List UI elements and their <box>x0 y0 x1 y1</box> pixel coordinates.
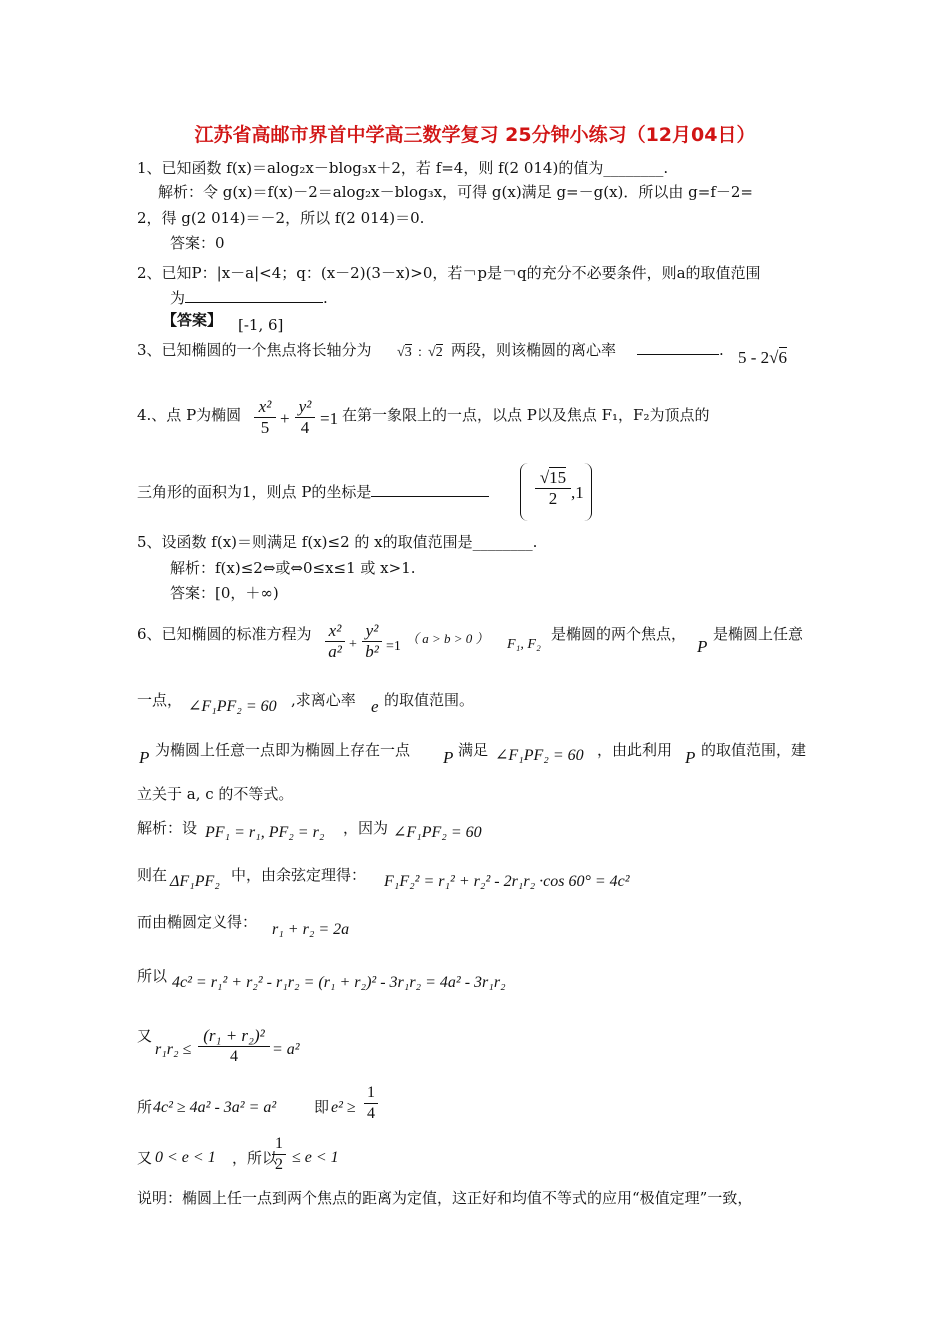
q1-analysis-line2: 2，得 g(2 014)＝－2，所以 f(2 014)＝0. <box>137 209 425 227</box>
q6-also-rhs: = a² <box>272 1041 300 1058</box>
q3-blank <box>637 340 719 355</box>
q4-plus: + <box>280 409 290 428</box>
q6-range-tail: ≤ e < 1 <box>292 1149 339 1166</box>
q1-analysis-line1: 解析：令 g(x)＝f(x)－2＝alog₂x－blog₃x，可得 g(x)满足 g=－g(x)．所以由 g=f－2= <box>158 183 753 201</box>
q6-eq1: =1 <box>386 639 401 654</box>
q6-also-lhs: r₁r₂ ≤ <box>155 1041 192 1058</box>
q4-answer-tail: ,1 <box>571 483 584 502</box>
q6-on-ellipse: 是椭圆上任意 <box>713 625 804 643</box>
q6-cos-b: 中，由余弦定理得： <box>231 866 367 884</box>
q5-answer: 答案：[0，＋∞) <box>170 584 279 602</box>
q6-hint-d: 的取值范围，建 <box>701 741 807 759</box>
q6-line2-c: 的取值范围。 <box>384 691 475 709</box>
q6-range-a: 又 <box>137 1149 153 1167</box>
q6-cos-a: 则在 <box>137 866 168 884</box>
q3-answer: 5 - 2√6 <box>738 348 788 367</box>
q6-sol-set: PF₁ = r₁, PF₂ = r₂ <box>205 824 325 841</box>
q4-stem-b: 在第一象限上的一点，以点 P以及焦点 F₁，F₂为顶点的 <box>342 406 710 424</box>
q6-def-a: 而由椭圆定义得： <box>137 913 258 931</box>
q6-frac-y: y² b² <box>362 621 382 662</box>
q6-hint-angle: ∠F₁PF₂ = 60 <box>495 747 584 764</box>
q4-eq: =1 <box>320 409 339 428</box>
q3-stem-a: 3、已知椭圆的一个焦点将长轴分为 <box>137 341 372 359</box>
q6-range-b: ，所以 <box>232 1149 278 1167</box>
q6-e: e <box>371 697 379 716</box>
q6-cond: （ a > b > 0 ） <box>406 631 489 646</box>
q6-line2-a: 一点， <box>137 691 183 709</box>
q4-answer-frac: √15 2 <box>535 468 571 509</box>
q6-also-frac: (r₁ + r₂)² 4 <box>198 1026 270 1067</box>
q6-hint-c: ，由此利用 <box>597 741 673 759</box>
q6-range-frac: 1 2 <box>272 1134 286 1175</box>
q2-answer-value: [-1, 6] <box>238 316 284 334</box>
q6-ineq-e: e² ≥ <box>331 1099 356 1116</box>
q6-angle: ∠F₁PF₂ = 60 <box>188 698 277 715</box>
q6-range-ineq: 0 < e < 1 <box>155 1149 216 1166</box>
q6-hint-p3: P <box>685 748 696 767</box>
q6-hint-a: 为椭圆上任意一点即为椭圆上存在一点 <box>155 741 411 759</box>
q6-stem-a: 6、已知椭圆的标准方程为 <box>137 625 312 643</box>
q6-so-a: 所以 <box>137 967 168 985</box>
q3-stem-b: 两段，则该椭圆的离心率 <box>451 341 617 359</box>
q6-hint-line2: 立关于 a, c 的不等式。 <box>137 785 294 803</box>
q6-frac-x: x² a² <box>325 621 345 662</box>
q6-sol-angle: ∠F₁PF₂ = 60 <box>393 824 482 841</box>
q6-ineq-b: 即 <box>314 1098 330 1116</box>
q2-stem: 2、已知P：|x－a|<4；q：(x－2)(3－x)>0，若￢p是￢q的充分不必要条件，则a的取值范围 <box>137 264 761 282</box>
q4-blank <box>371 482 489 497</box>
q5-stem: 5、设函数 f(x)＝则满足 f(x)≤2 的 x的取值范围是________. <box>137 533 538 551</box>
q3-colon: : <box>418 345 422 360</box>
page-title: 江苏省高邮市界首中学高三数学复习 25分钟小练习（12月04日） <box>194 124 756 146</box>
q6-line2-b: ,求离心率 <box>291 691 356 709</box>
q6-note: 说明：椭圆上任一点到两个焦点的距离为定值，这正好和均值不等式的应用“极值定理”一致， <box>137 1189 753 1207</box>
q1-stem: 1、已知函数 f(x)＝alog₂x－blog₃x＋2，若 f=4，则 f(2 014)的值为________. <box>137 159 669 177</box>
q6-ineq-frac: 1 4 <box>364 1083 378 1124</box>
q6-cos-tri: ΔF₁PF₂ <box>170 873 220 890</box>
q6-plus: + <box>349 637 357 652</box>
q6-def-eq: r₁ + r₂ = 2a <box>272 921 350 938</box>
q6-cos-eq: F₁F₂² = r₁² + r₂² - 2r₁r₂ ·cos 60° = 4c² <box>384 873 630 890</box>
q1-answer: 答案：0 <box>170 234 225 252</box>
q6-is-foci: 是椭圆的两个焦点， <box>551 625 687 643</box>
q6-ineq-eq: 4c² ≥ 4a² - 3a² = a² <box>153 1099 277 1116</box>
q2-blank <box>185 288 323 303</box>
q5-analysis: 解析：f(x)≤2⇔或⇔0≤x≤1 或 x>1. <box>170 559 416 577</box>
q6-foci: F₁, F₂ <box>507 637 541 652</box>
q4-line2: 三角形的面积为1，则点 P的坐标是 <box>137 482 489 502</box>
q2-wei: 为 <box>170 289 186 307</box>
q6-hint-b: 满足 <box>458 741 489 759</box>
q3-sqrt3: √3 <box>397 345 412 360</box>
q2-answer-label: 【答案】 <box>162 311 223 329</box>
q6-also-a: 又 <box>137 1027 153 1045</box>
q6-p1: P <box>697 637 708 656</box>
q6-sol-b: ，因为 <box>343 819 389 837</box>
q3-sqrt2: √2 <box>428 345 443 360</box>
q6-so-eq: 4c² = r₁² + r₂² - r₁r₂ = (r₁ + r₂)² - 3r₁r₂ = 4a² - 3r₁r₂ <box>172 974 506 991</box>
q4-frac-x: x² 5 <box>254 397 276 438</box>
q6-ineq-a: 所 <box>137 1098 153 1116</box>
q6-hint-p2: P <box>443 748 454 767</box>
q4-stem-a: 4.、点 P为椭圆 <box>137 406 242 424</box>
q2-stem-line2: 为 . <box>170 289 328 307</box>
q6-sol-a: 解析：设 <box>137 819 198 837</box>
q6-hint-p: P <box>139 748 150 767</box>
q4-frac-y: y² 4 <box>295 397 315 438</box>
q3-blank-wrap: . <box>637 340 724 360</box>
